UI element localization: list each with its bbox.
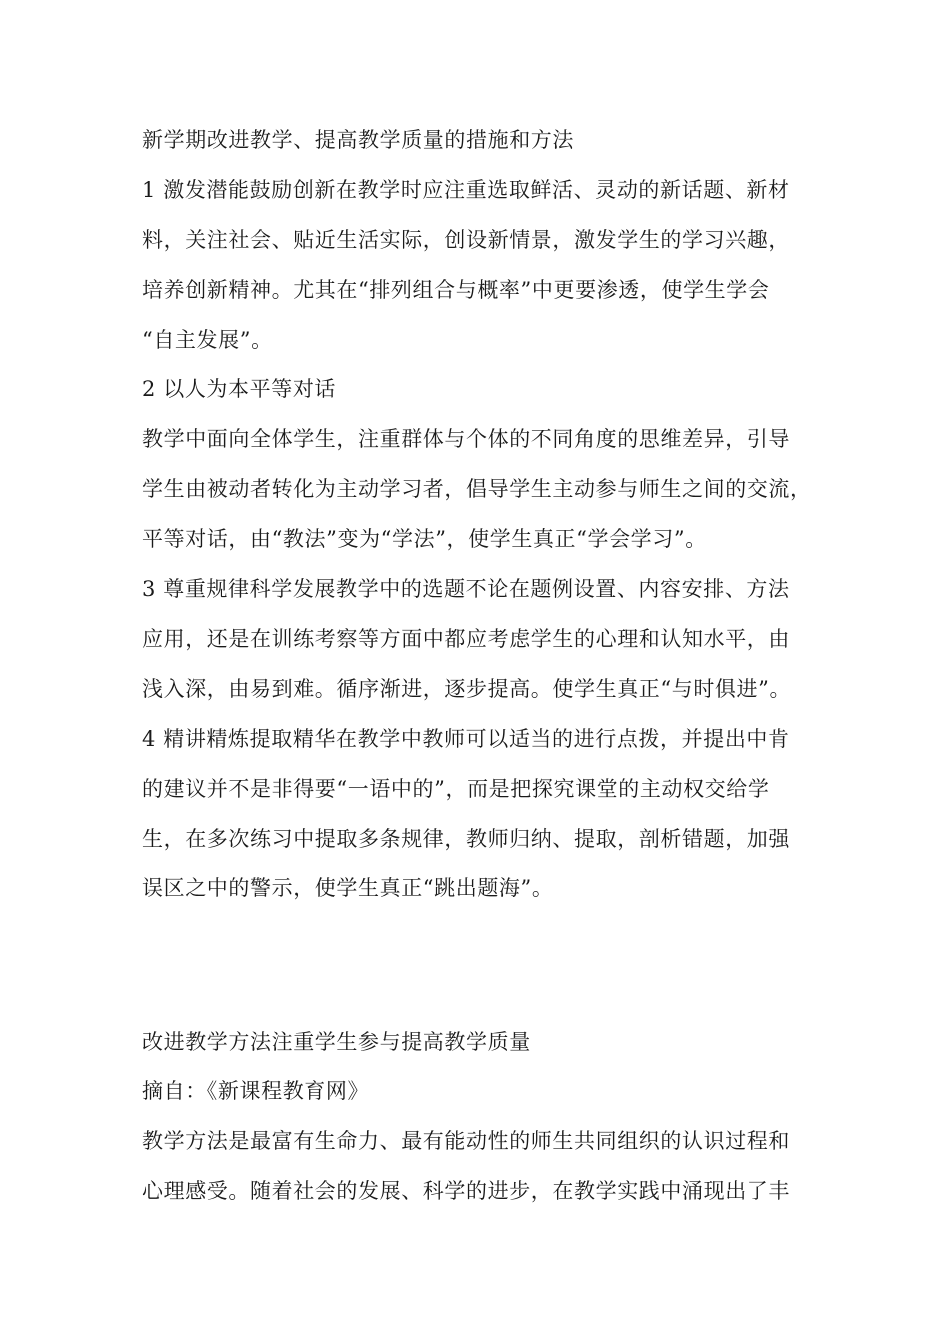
paragraph-line: 4 精讲精炼提取精华在教学中教师可以适当的进行点拨，并提出中肯 [142,727,790,751]
paragraph-line: 误区之中的警示，使学生真正“跳出题海”。 [142,876,554,900]
paragraph-line: 浅入深，由易到难。循序渐进，逐步提高。使学生真正“与时俱进”。 [142,677,792,701]
paragraph-line: 教学中面向全体学生，注重群体与个体的不同角度的思维差异，引导 [142,427,790,451]
section1-title: 新学期改进教学、提高教学质量的措施和方法 [142,128,574,152]
section2-title: 改进教学方法注重学生参与提高教学质量 [142,1030,531,1054]
paragraph-line: 教学方法是最富有生命力、最有能动性的师生共同组织的认识过程和 [142,1129,790,1153]
paragraph-line: 料，关注社会、贴近生活实际，创设新情景，激发学生的学习兴趣， [142,228,790,252]
heading-line: 2 以人为本平等对话 [142,377,337,401]
paragraph-line: 1 激发潜能鼓励创新在教学时应注重选取鲜活、灵动的新话题、新材 [142,178,790,202]
paragraph-line: 3 尊重规律科学发展教学中的选题不论在题例设置、内容安排、方法 [142,577,790,601]
paragraph-line: 心理感受。随着社会的发展、科学的进步，在教学实践中涌现出了丰 [142,1179,790,1203]
paragraph-line: 培养创新精神。尤其在“排列组合与概率”中更要渗透，使学生学会 [142,278,770,302]
source-line: 摘自：《新课程教育网》 [142,1079,370,1103]
paragraph-line: 的建议并不是非得要“一语中的”，而是把探究课堂的主动权交给学 [142,777,770,801]
paragraph-line: 应用，还是在训练考察等方面中都应考虑学生的心理和认知水平，由 [142,627,790,651]
paragraph-line: 生，在多次练习中提取多条规律，教师归纳、提取，剖析错题，加强 [142,827,790,851]
paragraph-line: “自主发展”。 [142,328,273,352]
paragraph-line: 学生由被动者转化为主动学习者，倡导学生主动参与师生之间的交流， [142,477,812,501]
paragraph-line: 平等对话，由“教法”变为“学法”，使学生真正“学会学习”。 [142,527,707,551]
